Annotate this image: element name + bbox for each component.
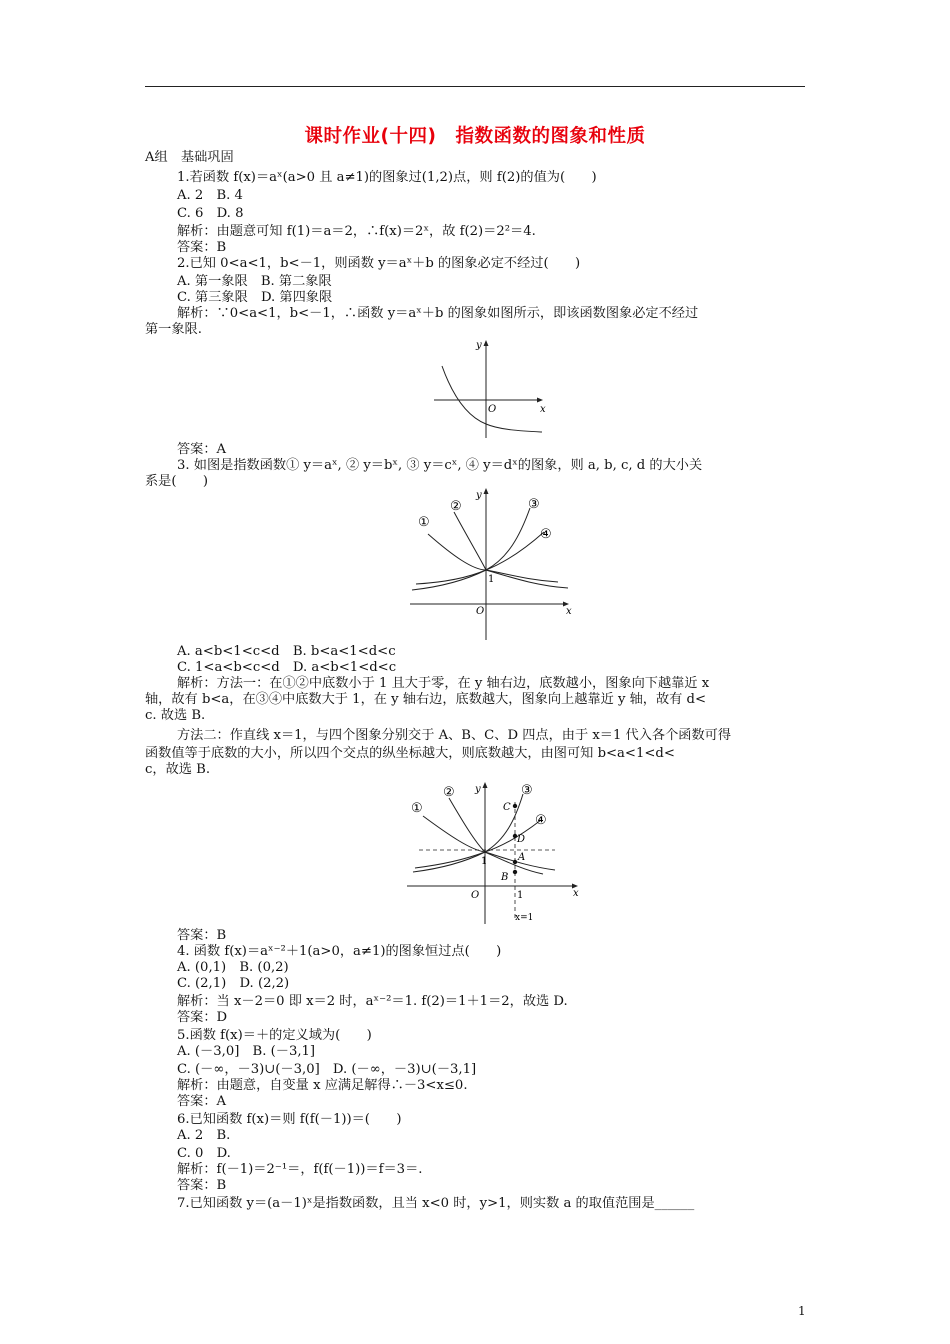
text-line: 4. 函数 f(x)＝aˣ⁻²＋1(a>0，a≠1)的图象恒过点( ) (177, 944, 502, 959)
text-line: c. 故选 B. (145, 708, 206, 723)
text-line: 系是( ) (145, 474, 209, 489)
text-line: 答案：A (177, 1094, 227, 1109)
text-line: C. 0 D. (177, 1146, 231, 1161)
text-line: 答案：A (177, 442, 227, 457)
page-title: 课时作业(十四) 指数函数的图象和性质 (304, 126, 646, 147)
text-line: 方法二：作直线 x＝1，与四个图象分别交于 A、B、C、D 四点，由于 x＝1 代入各个函数可得 (177, 728, 732, 743)
label-4: ④ (535, 813, 547, 828)
text-line: C. 6 D. 8 (177, 206, 244, 221)
figure-exp-shifted (430, 338, 560, 442)
text-line: 6.已知函数 f(x)＝则 f(f(－1))＝( ) (177, 1112, 402, 1127)
point-A (513, 860, 517, 864)
label-C: C (503, 802, 511, 813)
text-line: 第一象限. (145, 322, 202, 337)
y-label: y (476, 340, 482, 351)
x-eq-1-label: x=1 (515, 913, 534, 923)
point-C (513, 804, 517, 808)
text-line: 3. 如图是指数函数① y＝aˣ, ② y＝bˣ, ③ y＝cˣ, ④ y＝dˣ的图象，则 a, b, c, d 的大小关 (177, 458, 703, 473)
text-line: 7.已知函数 y＝(a－1)ˣ是指数函数，且当 x<0 时，y>1，则实数 a 的取值范围是______ (177, 1196, 695, 1211)
figure-intersections (405, 780, 585, 926)
text-line: 解析：f(－1)＝2⁻¹＝，f(f(－1))＝f＝3＝. (177, 1162, 423, 1177)
text-line: 解析：由题意，自变量 x 应满足解得∴－3<x≤0. (177, 1078, 468, 1093)
curve-2 (449, 798, 543, 874)
text-line: A. (0,1) B. (0,2) (177, 960, 289, 975)
label-A: A (518, 852, 526, 863)
label-2: ② (443, 785, 455, 800)
x-label: x (573, 888, 579, 899)
text-line: A. (－3,0] B. (－3,1] (177, 1044, 316, 1059)
page-number: 1 (798, 1304, 806, 1318)
text-line: 1.若函数 f(x)＝aˣ(a>0 且 a≠1)的图象过(1,2)点，则 f(2)的值为( ) (177, 170, 597, 185)
x-label: x (540, 404, 546, 415)
label-4: ④ (540, 527, 552, 542)
text-line: A. 2 B. 4 (177, 188, 243, 203)
text-line: A组 基础巩固 (145, 150, 234, 165)
tick-x-1: 1 (517, 890, 524, 901)
text-line: C. (2,1) D. (2,2) (177, 976, 290, 991)
text-line: 答案：B (177, 1178, 227, 1193)
text-line: A. 2 B. (177, 1128, 231, 1143)
text-line: C. (－∞，－3)∪(－3,0] D. (－∞，－3)∪(－3,1] (177, 1062, 477, 1077)
point-B (513, 870, 517, 874)
y-label: y (475, 784, 481, 795)
y-label: y (476, 490, 482, 501)
x-label: x (566, 606, 572, 617)
text-line: 轴，故有 b<a，在③④中底数大于 1，在 y 轴右边，底数越大，图象向上越靠近 y 轴，故有 d< (145, 692, 707, 707)
text-line: C. 第三象限 D. 第四象限 (177, 290, 333, 305)
curve-2 (454, 512, 558, 582)
text-line: 解析：∵0<a<1，b<－1，∴函数 y＝aˣ＋b 的图象如图所示，即该函数图象必定不经过 (177, 306, 699, 321)
text-line: 答案：D (177, 1010, 228, 1025)
text-line: 解析：方法一：在①②中底数小于 1 且大于零，在 y 轴右边，底数越小，图象向下越靠近 x (177, 676, 710, 691)
text-line: 解析：由题意可知 f(1)＝a＝2，∴f(x)＝2ˣ，故 f(2)＝2²＝4. (177, 224, 536, 239)
label-2: ② (450, 499, 462, 514)
text-line: 答案：B (177, 928, 227, 943)
text-line: 答案：B (177, 240, 227, 255)
text-line: 解析：当 x－2＝0 即 x＝2 时，aˣ⁻²＝1. f(2)＝1＋1＝2，故选 D. (177, 994, 568, 1009)
text-line: 2.已知 0<a<1，b<－1，则函数 y＝aˣ＋b 的图象必定不经过( ) (177, 256, 581, 271)
label-D: D (517, 834, 526, 845)
figure-four-exponentials (408, 486, 578, 644)
tick-y-1: 1 (481, 856, 488, 867)
label-3: ③ (528, 497, 540, 512)
text-line: A. 第一象限 B. 第二象限 (177, 274, 332, 289)
text-line: 5.函数 f(x)＝＋的定义域为( ) (177, 1028, 372, 1043)
curve (442, 366, 542, 432)
text-line: 函数值等于底数的大小，所以四个交点的纵坐标越大，则底数越大，由图可知 b<a<1<d< (145, 746, 675, 761)
origin-label: O (476, 606, 485, 617)
text-line: C. 1<a<b<c<d D. a<b<1<d<c (177, 660, 397, 675)
label-1: ① (418, 515, 430, 530)
label-1: ① (411, 801, 423, 816)
tick-1: 1 (488, 574, 495, 585)
text-line: A. a<b<1<c<d B. b<a<1<d<c (177, 644, 396, 659)
origin-label: O (471, 890, 480, 901)
text-line: c，故选 B. (145, 762, 211, 777)
label-B: B (501, 872, 509, 883)
header-rule (145, 86, 805, 87)
label-3: ③ (521, 783, 533, 798)
origin-label: O (488, 404, 497, 415)
